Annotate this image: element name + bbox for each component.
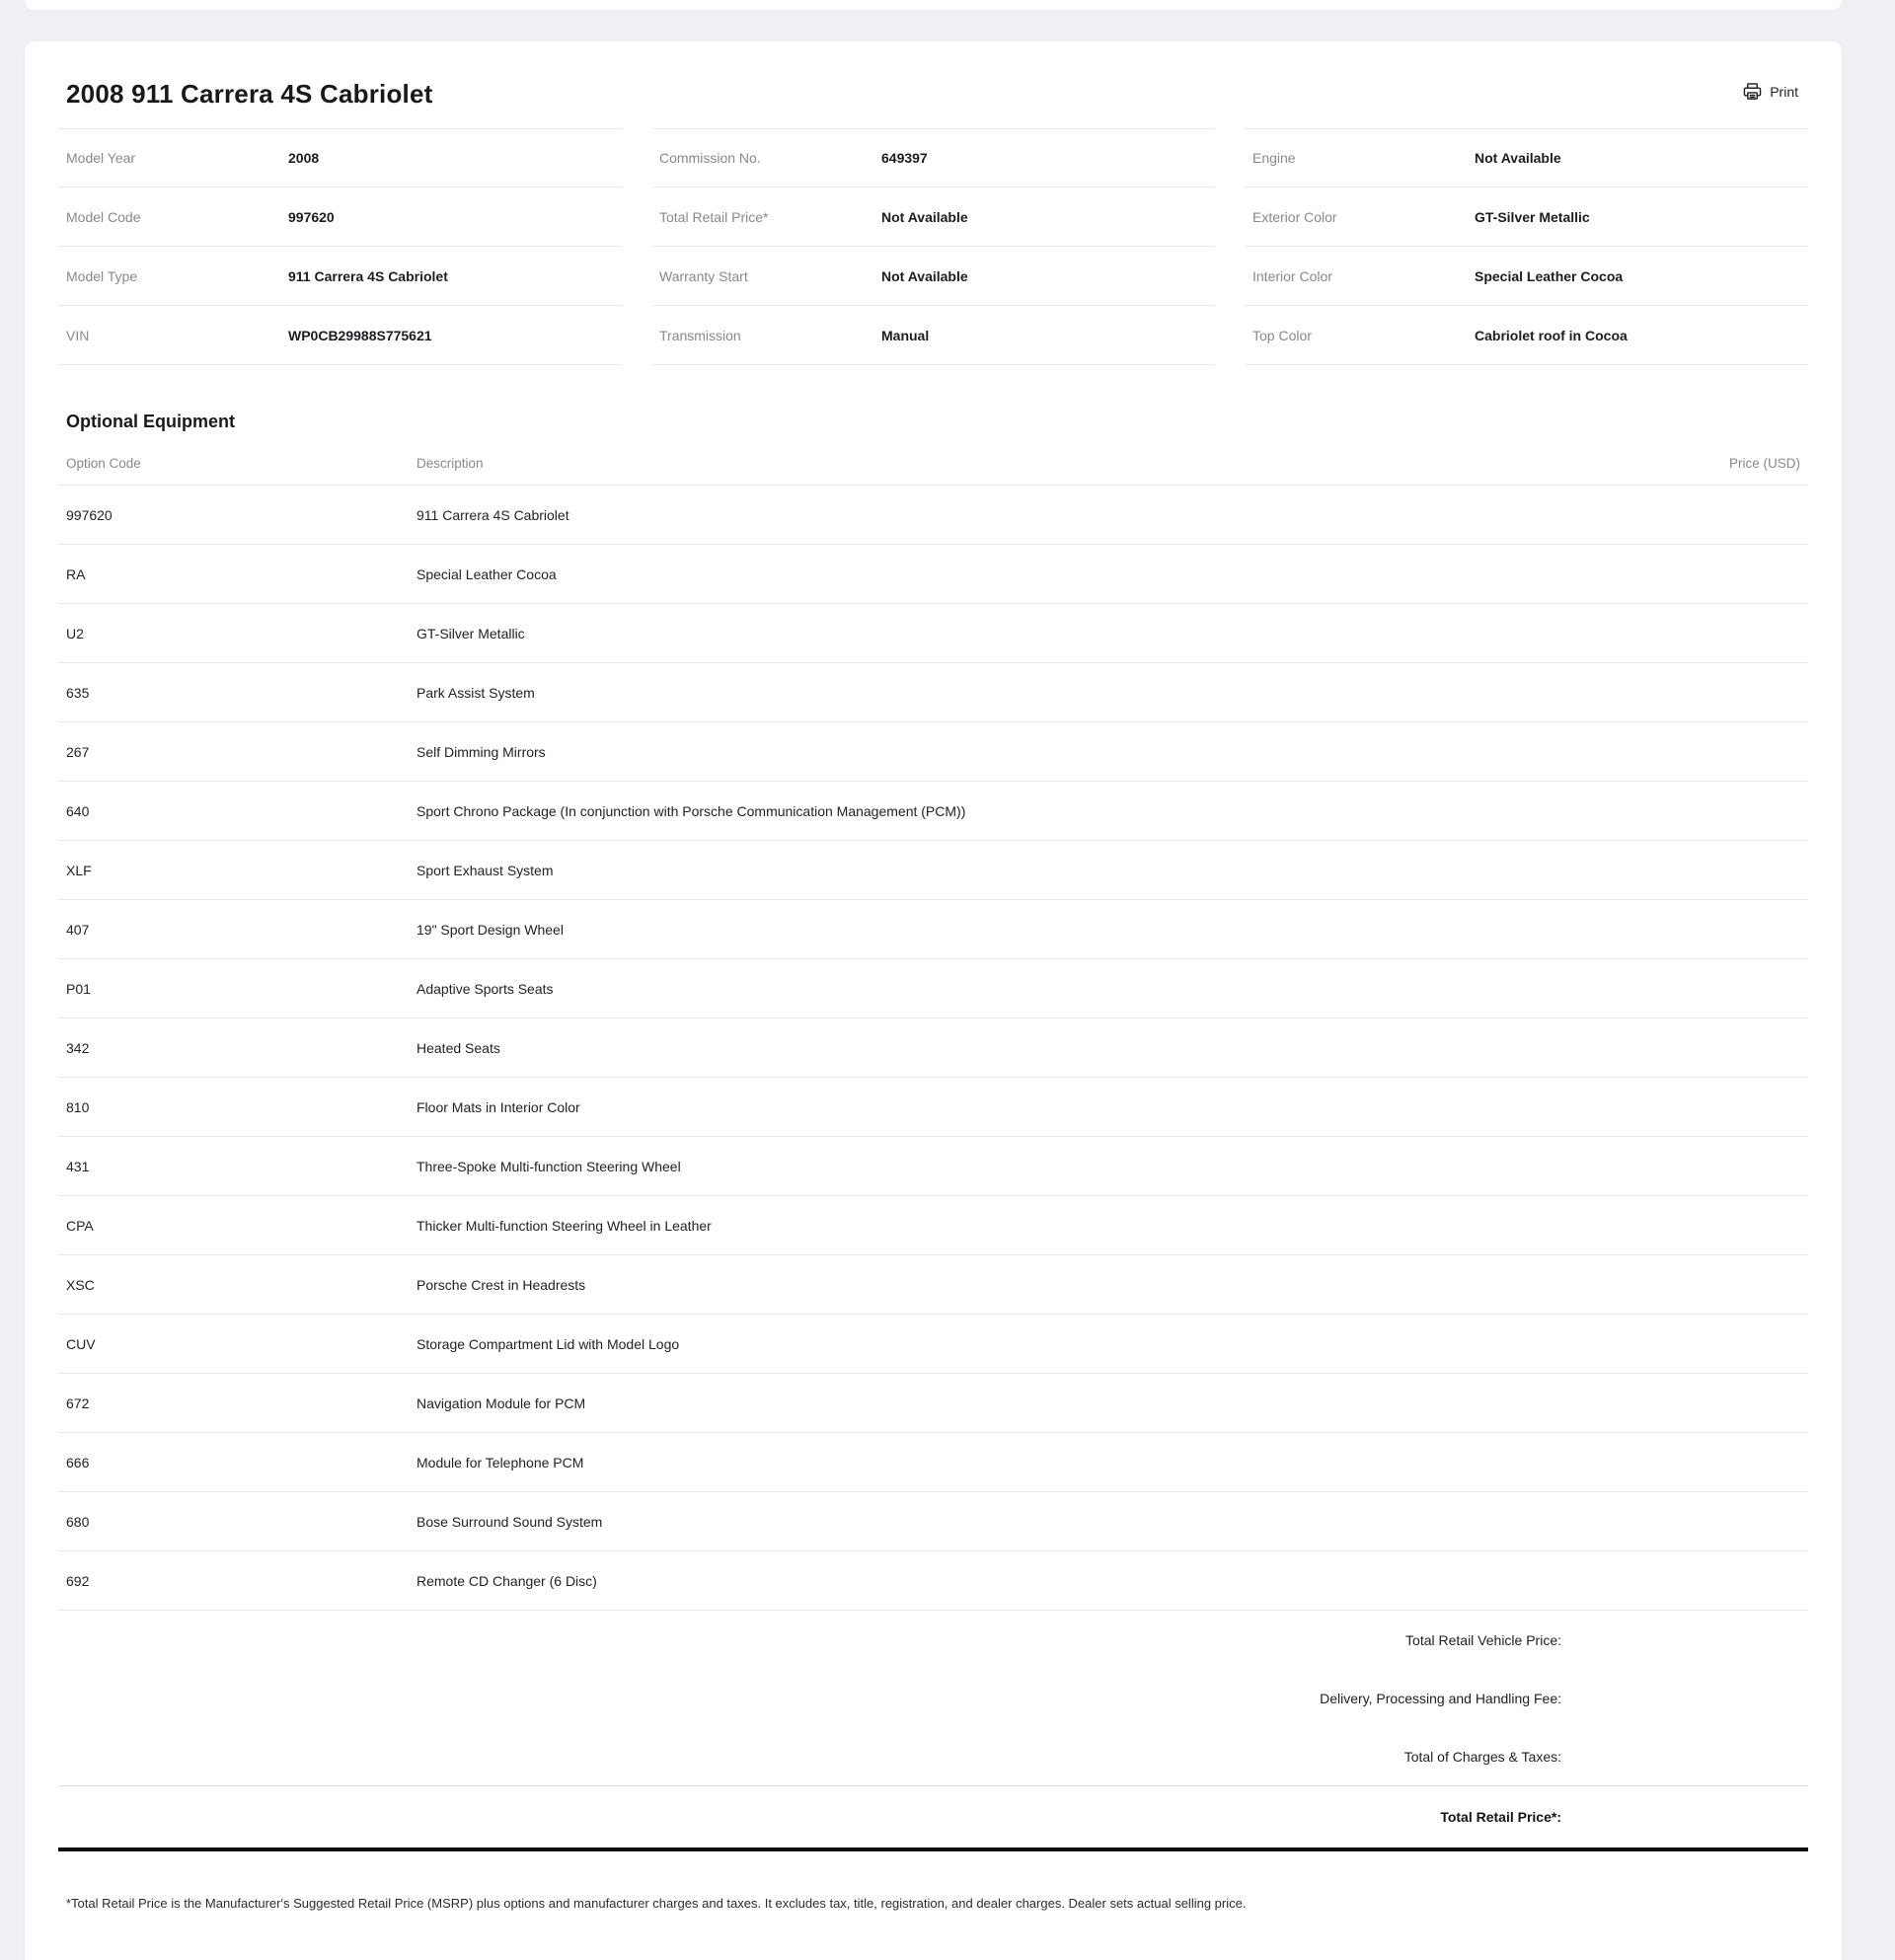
- spec-row: [651, 188, 1215, 247]
- equipment-row: [58, 1018, 1808, 1078]
- spec-value: 997620: [288, 208, 335, 225]
- spec-row: [58, 128, 622, 188]
- equipment-option-code: 431: [66, 1158, 90, 1174]
- spec-value: 649397: [881, 150, 928, 166]
- equipment-description: Special Leather Cocoa: [417, 565, 557, 582]
- equipment-row: [58, 1315, 1808, 1374]
- spec-row: [58, 306, 622, 365]
- printer-icon: [1743, 83, 1762, 101]
- equipment-option-code: P01: [66, 980, 91, 997]
- spec-value: WP0CB29988S775621: [288, 327, 432, 343]
- equipment-option-code: 342: [66, 1039, 90, 1056]
- equipment-option-code: U2: [66, 625, 84, 641]
- spec-row: [1245, 247, 1808, 306]
- equipment-row: [58, 545, 1808, 604]
- equipment-row: [58, 1196, 1808, 1255]
- equipment-description: Navigation Module for PCM: [417, 1395, 586, 1411]
- equipment-option-code: 407: [66, 921, 90, 938]
- subtotal-label: Total Retail Vehicle Price:: [1405, 1631, 1561, 1648]
- spec-label: Warranty Start: [659, 267, 748, 284]
- equipment-row: [58, 1492, 1808, 1551]
- spec-row: [1245, 188, 1808, 247]
- equipment-option-code: 267: [66, 743, 90, 760]
- equipment-option-code: XSC: [66, 1276, 95, 1293]
- spec-value: GT-Silver Metallic: [1475, 208, 1590, 225]
- equipment-description: Remote CD Changer (6 Disc): [417, 1572, 597, 1589]
- equipment-description: 911 Carrera 4S Cabriolet: [417, 506, 569, 523]
- spec-label: Top Color: [1252, 327, 1312, 343]
- equipment-row: [58, 1255, 1808, 1315]
- description-column-header: Description: [417, 456, 484, 471]
- subtotal-label: Delivery, Processing and Handling Fee:: [1320, 1690, 1561, 1706]
- grand-total-label: Total Retail Price*:: [1440, 1809, 1561, 1825]
- equipment-description: Sport Exhaust System: [417, 862, 554, 878]
- equipment-description: Adaptive Sports Seats: [417, 980, 554, 997]
- spec-label: Model Year: [66, 150, 136, 166]
- spec-value: Cabriolet roof in Cocoa: [1475, 327, 1628, 343]
- equipment-option-code: 680: [66, 1513, 90, 1530]
- spec-label: VIN: [66, 327, 90, 343]
- option-code-column-header: Option Code: [66, 456, 141, 471]
- equipment-description: Storage Compartment Lid with Model Logo: [417, 1335, 680, 1352]
- optional-equipment-heading: Optional Equipment: [66, 412, 235, 431]
- footnote: *Total Retail Price is the Manufacturer's Suggested Retail Price (MSRP) plus options and manufacturer charges and taxes. It excludes tax, title, registration, and dealer charges. Dealer sets actual selling price.: [66, 1896, 1247, 1911]
- equipment-description: Porsche Crest in Headrests: [417, 1276, 586, 1293]
- equipment-row: [58, 1433, 1808, 1492]
- previous-card-bottom-edge: [25, 0, 1842, 10]
- equipment-description: Park Assist System: [417, 684, 535, 701]
- equipment-row: [58, 604, 1808, 663]
- equipment-option-code: 810: [66, 1098, 90, 1115]
- vehicle-spec-table: [58, 128, 1808, 365]
- grand-total-row: [58, 1786, 1808, 1847]
- spec-value: Manual: [881, 327, 930, 343]
- print-button[interactable]: [1741, 79, 1800, 105]
- equipment-option-code: 666: [66, 1454, 90, 1470]
- spec-value: 911 Carrera 4S Cabriolet: [288, 267, 448, 284]
- equipment-option-code: 997620: [66, 506, 113, 523]
- equipment-row: [58, 1551, 1808, 1611]
- spec-value: 2008: [288, 150, 320, 166]
- equipment-description: 19" Sport Design Wheel: [417, 921, 564, 938]
- equipment-description: Module for Telephone PCM: [417, 1454, 584, 1470]
- spec-label: Model Code: [66, 208, 141, 225]
- spec-column: [651, 128, 1215, 365]
- equipment-row: [58, 1078, 1808, 1137]
- equipment-description: Bose Surround Sound System: [417, 1513, 603, 1530]
- spec-label: Engine: [1252, 150, 1296, 166]
- equipment-row: [58, 782, 1808, 841]
- card-header: [58, 69, 1808, 109]
- spec-label: Interior Color: [1252, 267, 1332, 284]
- equipment-row: [58, 841, 1808, 900]
- equipment-row: [58, 486, 1808, 545]
- spec-row: [1245, 128, 1808, 188]
- equipment-option-code: 640: [66, 802, 90, 819]
- equipment-option-code: XLF: [66, 862, 92, 878]
- equipment-description: Self Dimming Mirrors: [417, 743, 546, 760]
- print-button-label: Print: [1770, 84, 1798, 100]
- subtotal-row: [58, 1669, 1808, 1727]
- equipment-rows: [58, 486, 1808, 1611]
- vehicle-details-card: [25, 41, 1842, 1960]
- spec-value: Special Leather Cocoa: [1475, 267, 1624, 284]
- equipment-option-code: 672: [66, 1395, 90, 1411]
- equipment-table-header: [58, 456, 1808, 486]
- equipment-row: [58, 900, 1808, 959]
- equipment-description: Sport Chrono Package (In conjunction with Porsche Communication Management (PCM)): [417, 802, 966, 819]
- equipment-description: Thicker Multi-function Steering Wheel in Leather: [417, 1217, 712, 1234]
- equipment-option-code: RA: [66, 565, 86, 582]
- equipment-option-code: CUV: [66, 1335, 96, 1352]
- equipment-option-code: 692: [66, 1572, 90, 1589]
- equipment-description: Floor Mats in Interior Color: [417, 1098, 580, 1115]
- spec-value: Not Available: [881, 267, 968, 284]
- equipment-option-code: CPA: [66, 1217, 94, 1234]
- spec-value: Not Available: [881, 208, 968, 225]
- spec-label: Transmission: [659, 327, 741, 343]
- spec-column: [1245, 128, 1808, 365]
- totals-bottom-rule: [58, 1847, 1808, 1851]
- spec-row: [58, 247, 622, 306]
- spec-label: Commission No.: [659, 150, 761, 166]
- spec-row: [651, 128, 1215, 188]
- totals-section: [58, 1611, 1808, 1851]
- equipment-description: Heated Seats: [417, 1039, 500, 1056]
- equipment-row: [58, 722, 1808, 782]
- optional-equipment-table: [58, 456, 1808, 1611]
- subtotal-label: Total of Charges & Taxes:: [1403, 1748, 1561, 1765]
- spec-value: Not Available: [1475, 150, 1561, 166]
- subtotal-rows: [58, 1611, 1808, 1785]
- spec-row: [1245, 306, 1808, 365]
- spec-row: [58, 188, 622, 247]
- subtotal-row: [58, 1611, 1808, 1669]
- page-title: 2008 911 Carrera 4S Cabriolet: [66, 79, 433, 109]
- equipment-row: [58, 663, 1808, 722]
- equipment-row: [58, 1374, 1808, 1433]
- spec-row: [651, 306, 1215, 365]
- equipment-row: [58, 959, 1808, 1018]
- subtotal-row: [58, 1727, 1808, 1785]
- price-column-header: Price (USD): [1728, 456, 1800, 471]
- equipment-description: Three-Spoke Multi-function Steering Wheel: [417, 1158, 681, 1174]
- equipment-row: [58, 1137, 1808, 1196]
- equipment-option-code: 635: [66, 684, 90, 701]
- spec-label: Exterior Color: [1252, 208, 1337, 225]
- spec-label: Model Type: [66, 267, 138, 284]
- equipment-description: GT-Silver Metallic: [417, 625, 525, 641]
- spec-row: [651, 247, 1215, 306]
- spec-label: Total Retail Price*: [659, 208, 769, 225]
- spec-column: [58, 128, 622, 365]
